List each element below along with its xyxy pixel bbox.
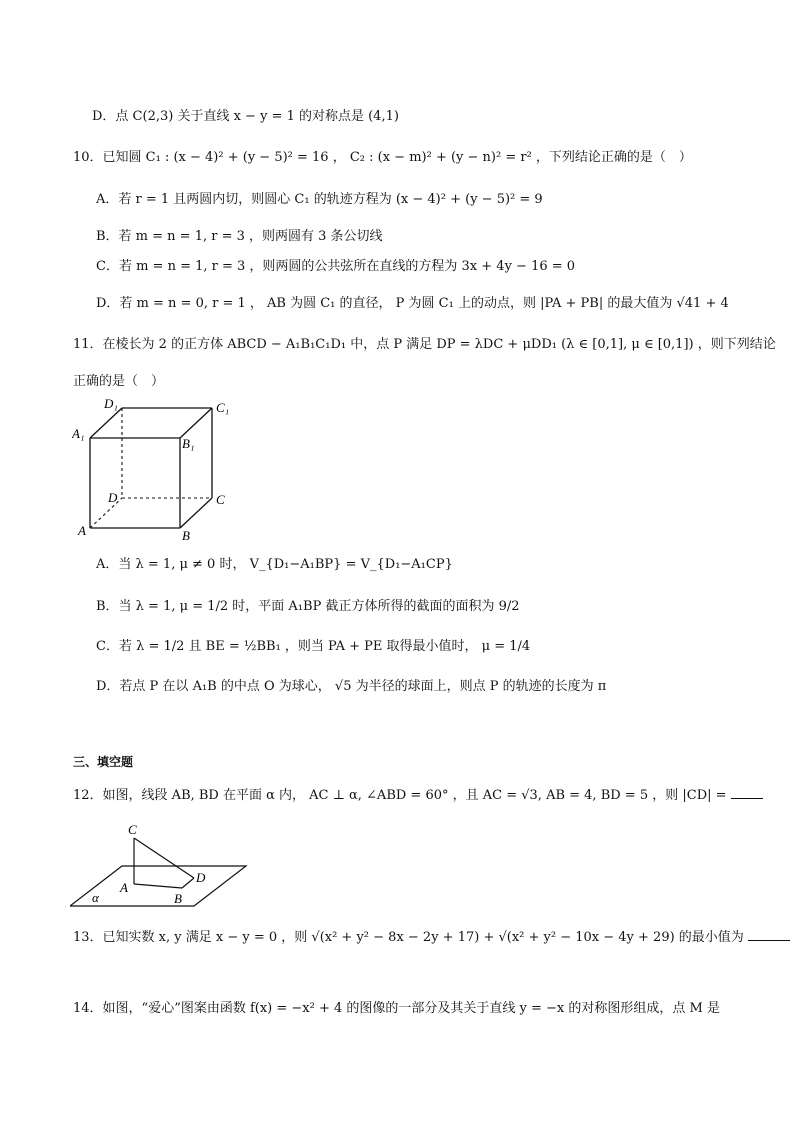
plane-label-d: D: [196, 870, 206, 885]
cube-label-d1: D₁: [104, 396, 118, 411]
q11-option-d: D．若点 P 在以 A₁B 的中点 O 为球心， √5 为半径的球面上，则点 P 的轨迹的长度为 π: [96, 679, 607, 694]
plane-label-alpha: α: [92, 890, 99, 905]
plane-label-b: B: [174, 891, 182, 906]
q12-answer-blank[interactable]: [731, 786, 763, 799]
q11-option-c: C．若 λ = 1/2 且 BE = ½BB₁ ，则当 PA + PE 取得最小值时， μ = 1/4: [96, 639, 531, 654]
q10-stem: 10．已知圆 C₁ : (x − 4)² + (y − 5)² = 16 ， C₂ : (x − m)² + (y − n)² = r² ，下列结论正确的是（ ）: [73, 150, 692, 165]
cube-label-b: B: [182, 528, 190, 543]
section-fill-in-blank: 三、填空题: [73, 755, 134, 769]
q12-stem: 12．如图，线段 AB, BD 在平面 α 内， AC ⊥ α, ∠ABD = 60° ，且 AC = √3, AB = 4, BD = 5 ，则 |CD| =: [73, 788, 727, 803]
q10-option-d: D．若 m = n = 0, r = 1 ， AB 为圆 C₁ 的直径， P 为圆 C₁ 上的动点，则 |PA + PB| 的最大值为 √41 + 4: [96, 296, 729, 311]
q11-option-a: A．当 λ = 1, μ ≠ 0 时， V_{D₁−A₁BP} = V_{D₁−A₁CP}: [96, 557, 453, 572]
cube-label-d: D: [108, 490, 118, 505]
cube-label-c: C: [216, 492, 225, 507]
q10-option-c: C．若 m = n = 1, r = 3 ，则两圆的公共弦所在直线的方程为 3x + 4y − 16 = 0: [96, 259, 576, 274]
plane-label-a: A: [120, 880, 128, 895]
plane-label-c: C: [128, 822, 137, 837]
cube-label-a: A: [78, 523, 86, 538]
cube-label-c1: C₁: [216, 400, 230, 415]
q11-option-b: B．当 λ = 1, μ = 1/2 时，平面 A₁BP 截正方体所得的截面的面积为 9/2: [96, 599, 520, 614]
q14-stem: 14．如图，“爱心”图案由函数 f(x) = −x² + 4 的图像的一部分及其关于直线 y = −x 的对称图形组成，点 M 是: [73, 1001, 720, 1016]
q11-stem: 11．在棱长为 2 的正方体 ABCD − A₁B₁C₁D₁ 中，点 P 满足 DP = λDC + μDD₁ (λ ∈ [0,1], μ ∈ [0,1]) ，则下列结论: [73, 337, 776, 352]
cube-figure: [72, 394, 242, 544]
q12-stem-row: [73, 786, 763, 806]
q10-option-b: B．若 m = n = 1, r = 3 ，则两圆有 3 条公切线: [96, 229, 383, 244]
q13-stem-row: [73, 928, 790, 948]
q9-option-d: D．点 C(2,3) 关于直线 x − y = 1 的对称点是 (4,1): [92, 109, 399, 124]
cube-label-b1: B₁: [182, 436, 195, 451]
cube-label-a1: A₁: [72, 426, 85, 441]
plane-figure: [70, 822, 250, 908]
q13-answer-blank[interactable]: [748, 928, 790, 941]
q10-option-a: A．若 r = 1 且两圆内切，则圆心 C₁ 的轨迹方程为 (x − 4)² + (y − 5)² = 9: [96, 192, 543, 207]
q11-stem-continued: 正确的是（ ）: [73, 374, 165, 389]
q13-stem: 13．已知实数 x, y 满足 x − y = 0 ，则 √(x² + y² − 8x − 2y + 17) + √(x² + y² − 10x − 4y + 29) 的最小值为: [73, 930, 744, 945]
